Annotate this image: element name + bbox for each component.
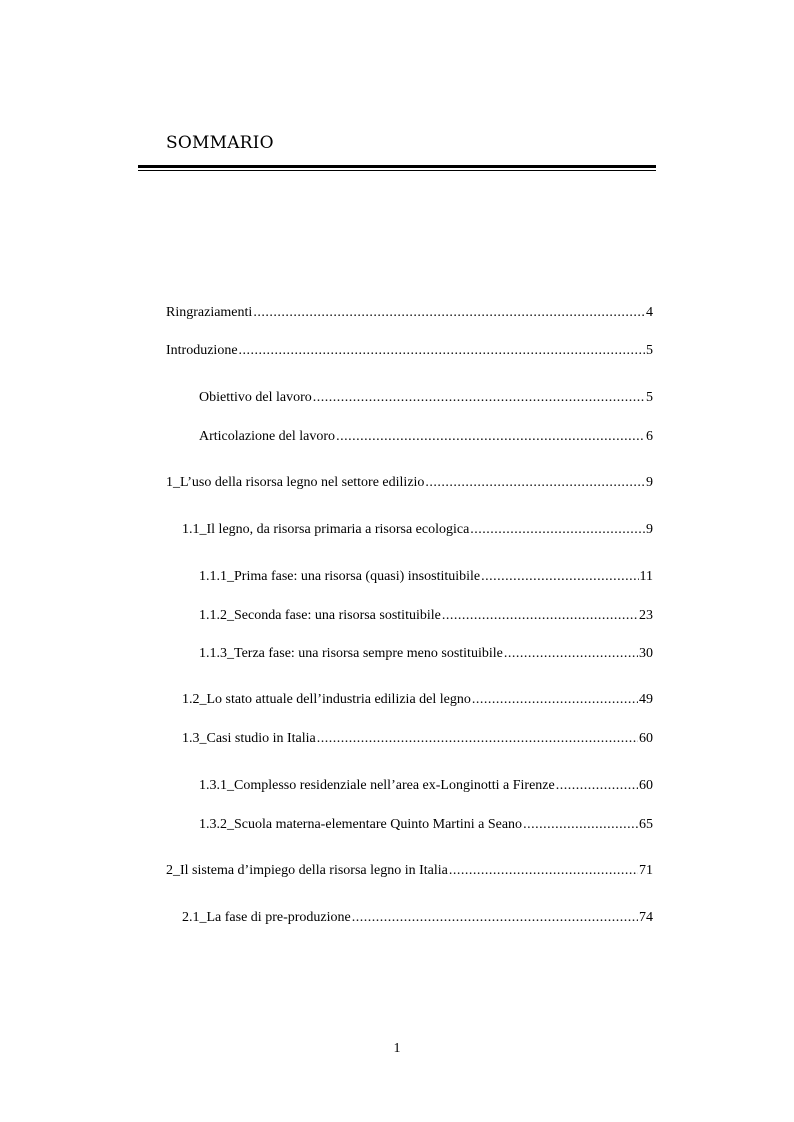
- toc-entry-label: 1.3.1_Complesso residenziale nell’area ex-Longinotti a Firenze: [199, 778, 555, 793]
- toc-entry-section-1-3-2[interactable]: [199, 816, 653, 834]
- toc-leader-dots: [313, 389, 645, 407]
- toc-entry-page: 30: [639, 646, 653, 661]
- toc-entry-section-1-3[interactable]: [182, 730, 653, 748]
- toc-entry-page: 9: [646, 522, 653, 537]
- toc-entry-label: Articolazione del lavoro: [199, 429, 336, 444]
- toc-entry-page: 9: [646, 475, 653, 490]
- toc-entry-page: 5: [646, 390, 653, 405]
- toc-entry-page: 23: [639, 608, 653, 623]
- toc-entry-section-1-1-1[interactable]: [199, 568, 653, 586]
- toc-leader-dots: [504, 645, 638, 663]
- toc-entry-page: 6: [646, 429, 653, 444]
- toc-entry-label: Ringraziamenti: [166, 305, 253, 320]
- toc-leader-dots: [352, 909, 638, 927]
- toc-leader-dots: [336, 428, 645, 446]
- toc-entry-page: 60: [639, 778, 653, 793]
- toc-entry-label: 1.1.3_Terza fase: una risorsa sempre meno sostituibile: [199, 646, 503, 661]
- toc-entry-section-1-3-1[interactable]: [199, 777, 653, 795]
- toc-entry-label: 2.1_La fase di pre-produzione: [182, 910, 351, 925]
- toc-entry-page: 4: [646, 305, 653, 320]
- toc-entry-page: 71: [639, 863, 653, 878]
- toc-leader-dots: [470, 521, 645, 539]
- toc-entry-label: 1.3_Casi studio in Italia: [182, 731, 316, 746]
- toc-entry-label: 1.1_Il legno, da risorsa primaria a risorsa ecologica: [182, 522, 470, 537]
- toc-leader-dots: [425, 474, 645, 492]
- toc-entry-page: 11: [639, 569, 653, 584]
- toc-entry-page: 60: [639, 731, 653, 746]
- toc-entry-articolazione[interactable]: [199, 428, 653, 446]
- toc-entry-section-1-1-2[interactable]: [199, 607, 653, 625]
- toc-leader-dots: [472, 691, 638, 709]
- toc-entry-label: 1_L’uso della risorsa legno nel settore edilizio: [166, 475, 425, 490]
- toc-entry-label: Obiettivo del lavoro: [199, 390, 312, 405]
- toc-entry-label: 1.1.2_Seconda fase: una risorsa sostituibile: [199, 608, 441, 623]
- toc-entry-ringraziamenti[interactable]: [166, 304, 653, 322]
- toc-entry-section-1-2[interactable]: [182, 691, 653, 709]
- toc-entry-page: 65: [639, 817, 653, 832]
- toc-leader-dots: [481, 568, 638, 586]
- toc-entry-chapter-1[interactable]: [166, 474, 653, 492]
- toc-entry-obiettivo[interactable]: [199, 389, 653, 407]
- toc-leader-dots: [317, 730, 638, 748]
- toc-entry-page: 5: [646, 343, 653, 358]
- toc-entry-page: 74: [639, 910, 653, 925]
- toc-entry-label: 1.3.2_Scuola materna-elementare Quinto Martini a Seano: [199, 817, 523, 832]
- page-number: 1: [393, 1041, 401, 1056]
- toc-leader-dots: [523, 816, 638, 834]
- toc-leader-dots: [449, 862, 638, 880]
- toc-entry-label: 1.1.1_Prima fase: una risorsa (quasi) insostituibile: [199, 569, 481, 584]
- page-title: SOMMARIO: [166, 133, 274, 153]
- toc-leader-dots: [442, 607, 638, 625]
- toc-entry-label: 1.2_Lo stato attuale dell’industria edilizia del legno: [182, 692, 471, 707]
- toc-entry-label: Introduzione: [166, 343, 238, 358]
- toc-entry-section-1-1[interactable]: [182, 521, 653, 539]
- toc-entry-label: 2_Il sistema d’impiego della risorsa legno in Italia: [166, 863, 448, 878]
- toc-entry-introduzione[interactable]: [166, 342, 653, 360]
- toc-leader-dots: [556, 777, 638, 795]
- toc-leader-dots: [239, 342, 645, 360]
- toc-entry-section-1-1-3[interactable]: [199, 645, 653, 663]
- toc-entry-page: 49: [639, 692, 653, 707]
- toc-leader-dots: [253, 304, 645, 322]
- toc-entry-chapter-2[interactable]: [166, 862, 653, 880]
- toc-entry-section-2-1[interactable]: [182, 909, 653, 927]
